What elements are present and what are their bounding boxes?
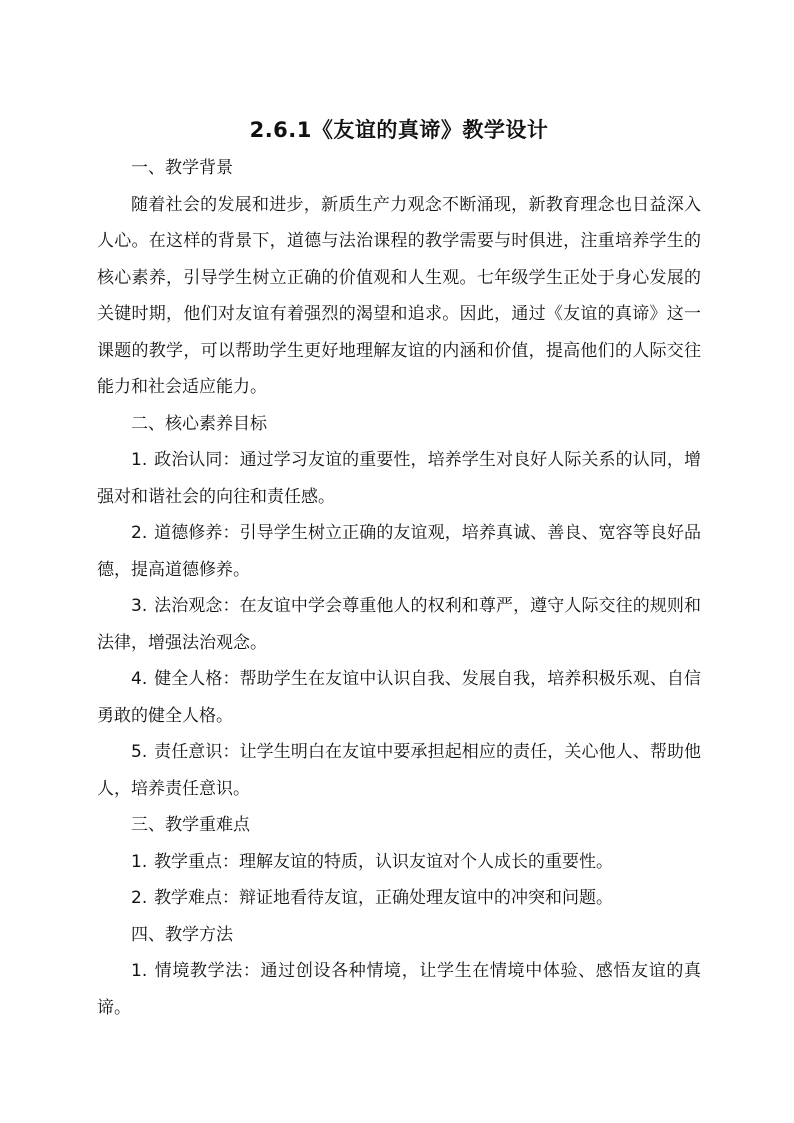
item-number: 5. [131, 742, 148, 762]
list-item [97, 734, 701, 807]
item-text: 政治认同：通过学习友谊的重要性，培养学生对良好人际关系的认同，增强对和谐社会的向往和责任感。 [97, 450, 701, 507]
item-text: 法治观念：在友谊中学会尊重他人的权利和尊严，遵守人际交往的规则和法律，增强法治观念。 [97, 596, 701, 653]
section-heading-key-points: 三、教学重难点 [131, 815, 250, 835]
list-item [97, 953, 701, 1026]
item-number: 1. [131, 450, 148, 470]
item-number: 2. [131, 888, 148, 908]
document-title: 2.6.1《友谊的真谛》教学设计 [249, 118, 549, 142]
section-heading-background: 一、教学背景 [131, 158, 233, 178]
list-item [97, 515, 701, 588]
item-text: 健全人格：帮助学生在友谊中认识自我、发展自我，培养积极乐观、自信勇敢的健全人格。 [97, 669, 701, 726]
document-page [97, 112, 701, 1026]
section-heading-teaching-methods: 四、教学方法 [131, 924, 233, 945]
item-number: 1. [131, 851, 148, 872]
list-item [97, 442, 701, 515]
list-item [97, 588, 701, 661]
item-text: 道德修养：引导学生树立正确的友谊观，培养真诚、善良、宽容等良好品德，提高道德修养。 [97, 523, 701, 580]
item-text: 情境教学法：通过创设各种情境，让学生在情境中体验、感悟友谊的真谛。 [97, 961, 701, 1018]
item-number: 2. [131, 523, 148, 543]
item-number: 1. [131, 961, 148, 981]
list-item [97, 844, 701, 881]
background-paragraph: 随着社会的发展和进步，新质生产力观念不断涌现，新教育理念也日益深入人心。在这样的背景下，道德与法治课程的教学需要与时俱进，注重培养学生的核心素养，引导学生树立正确的价值观和人生观。七年级学生正处于身心发展的关键时期，他们对友谊有着强烈的渴望和追求。因此，通过《友谊的真谛》这一课题的教学，可以帮助学生更好地理解友谊的内涵和价值，提高他们的人际交往能力和社会适应能力。 [97, 194, 701, 397]
item-text: 教学难点：辩证地看待友谊，正确处理友谊中的冲突和问题。 [154, 888, 614, 908]
item-text: 教学重点：理解友谊的特质，认识友谊对个人成长的重要性。 [154, 851, 614, 872]
item-number: 4. [131, 669, 148, 689]
list-item [97, 880, 701, 917]
list-item [97, 661, 701, 734]
item-number: 3. [131, 596, 148, 616]
item-text: 责任意识：让学生明白在友谊中要承担起相应的责任，关心他人、帮助他人，培养责任意识。 [97, 742, 701, 799]
section-heading-core-literacy: 二、核心素养目标 [131, 413, 267, 434]
